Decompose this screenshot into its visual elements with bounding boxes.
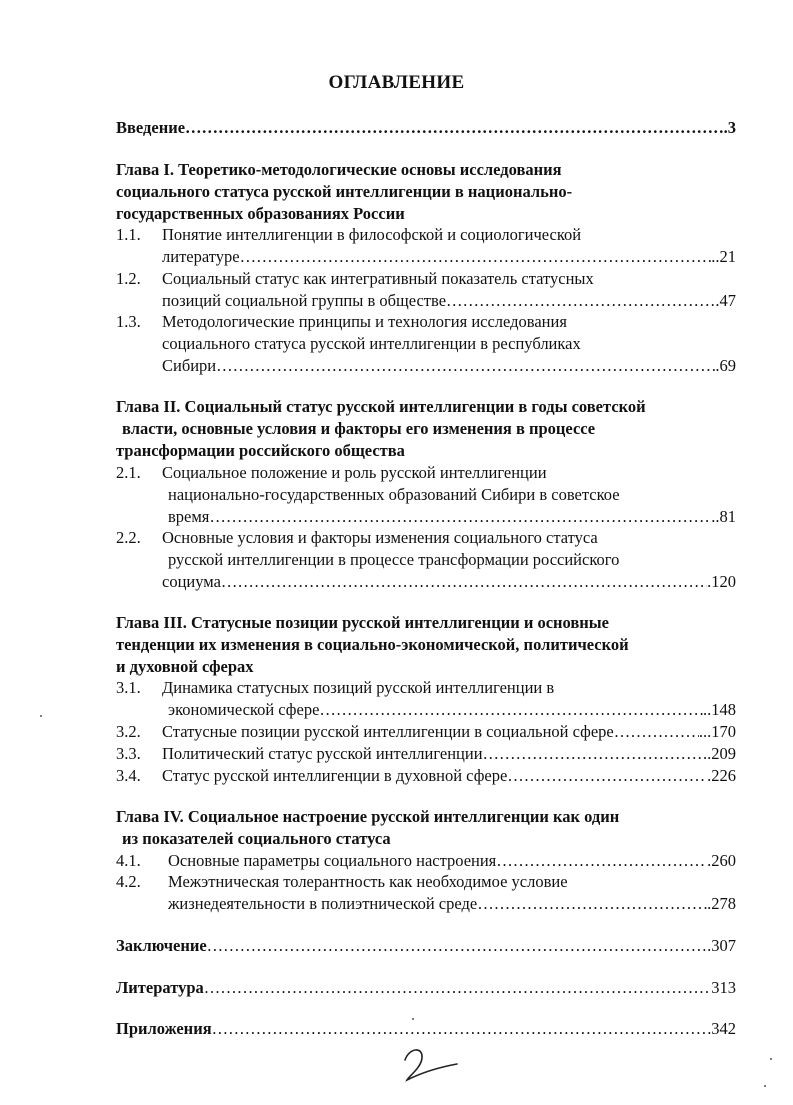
section-title: Статус русской интеллигенции в духовной сфере <box>162 766 508 785</box>
scan-speck <box>764 1085 766 1087</box>
section-title: позиций социальной группы в обществе <box>162 291 447 310</box>
toc-entry-label: Литература <box>116 978 204 997</box>
toc-entry-page: ..148 <box>703 700 736 719</box>
scan-speck <box>412 1018 414 1020</box>
toc-entry-page: .69 <box>715 356 736 375</box>
section-number: 4.2. <box>116 872 141 891</box>
toc-entry-1-3[interactable] <box>162 355 736 377</box>
section-title: Статусные позиции русской интеллигенции в социальной сфере <box>162 722 614 741</box>
section-title: экономической сфере <box>168 700 320 719</box>
chapter-heading-1: Глава I. Теоретико-методологические основы исследования <box>116 160 562 179</box>
toc-entry-page: ..21 <box>711 247 736 266</box>
toc-entry-label: Приложения <box>116 1019 212 1038</box>
toc-entry-2-2[interactable] <box>162 571 736 593</box>
chapter-heading-3: тенденции их изменения в социально-экономической, политической <box>116 635 629 654</box>
section-title: жизнедеятельности в полиэтнической среде <box>168 894 478 913</box>
toc-entry-page: ..209 <box>703 744 736 763</box>
toc-entry-page: ..81 <box>711 507 736 526</box>
toc-entry-4-2[interactable] <box>168 893 736 915</box>
toc-entry-label: Заключение <box>116 936 207 955</box>
toc-entry-3-4[interactable] <box>162 765 736 787</box>
section-number: 3.2. <box>116 722 141 741</box>
scan-speck <box>770 1058 772 1060</box>
toc-entry-label: Введение <box>116 118 186 137</box>
section-title: Социальное положение и роль русской интеллигенции <box>162 463 547 482</box>
handwritten-mark-icon <box>395 1038 465 1083</box>
toc-entry-page: .226 <box>707 766 736 785</box>
toc-entry-page: .3 <box>723 118 736 137</box>
section-title: Сибири <box>162 356 217 375</box>
toc-entry-1-2[interactable] <box>162 290 736 312</box>
toc-entry-conclusion[interactable] <box>116 935 736 957</box>
toc-entry-page: 342 <box>711 1019 736 1038</box>
section-title: время <box>168 507 210 526</box>
section-number: 4.1. <box>116 851 141 870</box>
toc-entry-page: .278 <box>707 894 736 913</box>
toc-entry-3-3[interactable] <box>162 743 736 765</box>
section-number: 2.1. <box>116 463 141 482</box>
chapter-heading-4: Глава IV. Социальное настроение русской интеллигенции как один <box>116 807 620 826</box>
toc-entry-4-1[interactable] <box>168 850 736 872</box>
section-title: Социальный статус как интегративный показатель статусных <box>162 269 594 288</box>
section-number: 3.1. <box>116 678 141 697</box>
scan-speck <box>40 715 42 717</box>
section-number: 3.3. <box>116 744 141 763</box>
page-title: ОГЛАВЛЕНИЕ <box>328 72 465 93</box>
toc-entry-page: .307 <box>707 936 736 955</box>
toc-entry-1-1[interactable] <box>162 246 736 268</box>
chapter-heading-3: Глава III. Статусные позиции русской интеллигенции и основные <box>116 613 610 632</box>
section-title: национально-государственных образований Сибири в советское <box>168 485 620 504</box>
section-number: 2.2. <box>116 528 141 547</box>
section-title: Основные условия и факторы изменения социального статуса <box>162 528 598 547</box>
toc-entry-page: .47 <box>715 291 736 310</box>
chapter-heading-2: власти, основные условия и факторы его изменения в процессе <box>122 419 596 438</box>
chapter-heading-1: социального статуса русской интеллигенции в национально- <box>116 182 573 201</box>
section-number: 1.2. <box>116 269 141 288</box>
chapter-heading-3: и духовной сферах <box>116 657 254 676</box>
toc-entry-appendix[interactable] <box>116 1018 736 1040</box>
section-number: 1.3. <box>116 312 141 331</box>
toc-entry-page: .260 <box>707 851 736 870</box>
toc-entry-3-2[interactable] <box>162 721 736 743</box>
chapter-heading-2: Глава II. Социальный статус русской интеллигенции в годы советской <box>116 397 646 416</box>
toc-entry-page: ...170 <box>698 722 736 741</box>
section-title: социума <box>162 572 221 591</box>
section-title: литературе <box>162 247 240 266</box>
section-title: Политический статус русской интеллигенции <box>162 744 483 763</box>
toc-entry-2-1[interactable] <box>168 506 736 528</box>
section-title: Понятие интеллигенции в философской и социологической <box>162 225 582 244</box>
toc-entry-3-1[interactable] <box>168 699 736 721</box>
toc-entry-intro[interactable] <box>116 117 736 139</box>
toc-entry-page: 313 <box>711 978 736 997</box>
toc-entry-page: .120 <box>707 572 736 591</box>
toc-entry-literature[interactable] <box>116 977 736 999</box>
chapter-heading-2: трансформации российского общества <box>116 441 405 460</box>
section-title: русской интеллигенции в процессе трансформации российского <box>168 550 620 569</box>
section-title: Межэтническая толерантность как необходимое условие <box>168 872 568 891</box>
section-number: 3.4. <box>116 766 141 785</box>
section-title: социального статуса русской интеллигенции в республиках <box>162 334 581 353</box>
section-title: Основные параметры социального настроения <box>168 851 497 870</box>
chapter-heading-1: государственных образованиях России <box>116 204 405 223</box>
section-title: Динамика статусных позиций русской интеллигенции в <box>162 678 555 697</box>
section-number: 1.1. <box>116 225 141 244</box>
chapter-heading-4: из показателей социального статуса <box>122 829 391 848</box>
section-title: Методологические принципы и технология исследования <box>162 312 567 331</box>
